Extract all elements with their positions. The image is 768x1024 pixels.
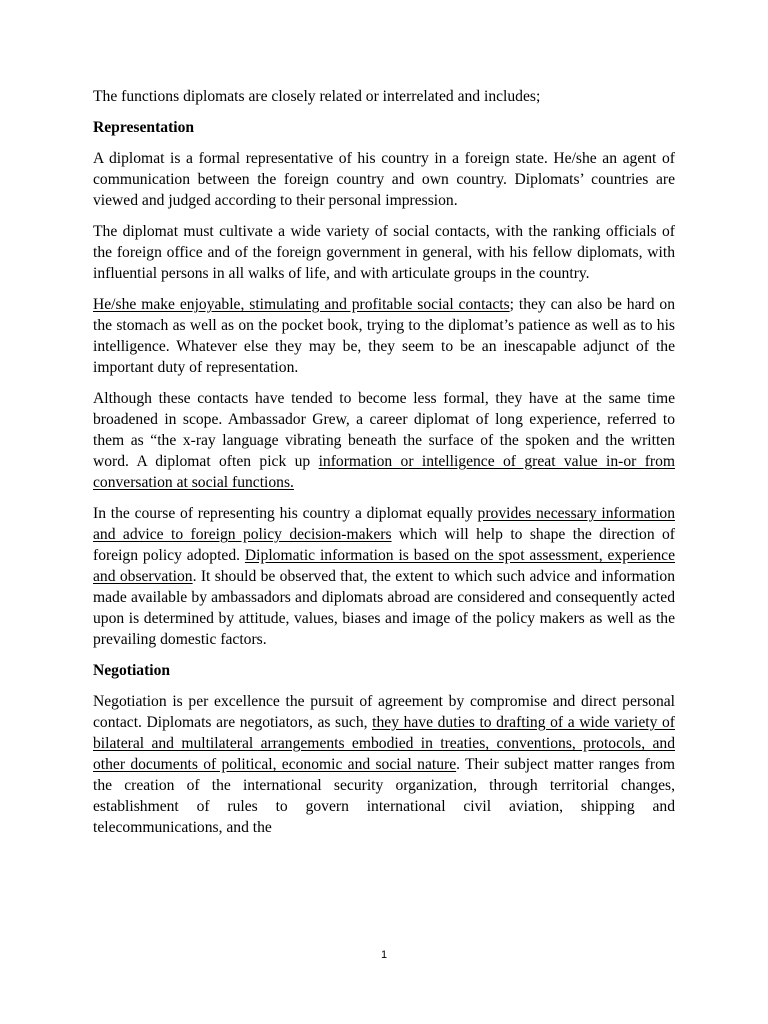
paragraph-text: which will help to shape the direction of foreign policy adopted. [93, 526, 675, 564]
representation-paragraph-5 [93, 503, 675, 650]
underlined-text: information or intelligence of great value in-or from conversation at social functions. [93, 453, 676, 491]
paragraph-text: . It should be observed that, the extent to which such advice and information made available by ambassadors and diplomats abroad are considered and consequently acted upon is determined by attitude, values, biases and image of the policy makers as well as the prevailing domestic factors. [93, 568, 675, 648]
representation-paragraph-1: A diplomat is a formal representative of his country in a foreign state. He/she an agent of communication between the foreign country and own country. Diplomats’ countries are viewed and judged according to their personal impression. [93, 150, 675, 209]
document-body [93, 86, 675, 848]
heading-negotiation: Negotiation [93, 662, 171, 679]
paragraph-text: . Their subject matter ranges from the creation of the international security organization, through territorial changes, establishment of rules to govern international civil aviation, shipping and telecommunications, and the [93, 756, 675, 836]
intro-paragraph: The functions diplomats are closely related or interrelated and includes; [93, 88, 541, 105]
representation-paragraph-3 [93, 294, 675, 378]
underlined-text: they have duties to drafting of a wide variety of bilateral and multilateral arrangements embodied in treaties, conventions, protocols, and other documents of political, economic and social nature [93, 714, 675, 773]
paragraph-text: ; they can also be hard on the stomach as well as on the pocket book, trying to the diplomat’s patience as well as to his intelligence. Whatever else they may be, they seem to be an inescapable adjunct of the important duty of representation. [93, 296, 675, 376]
paragraph-text: Although these contacts have tended to become less formal, they have at the same time broadened in scope. Ambassador Grew, a career diplomat of long experience, referred to them as “the x-ray language vibrating beneath the surface of the spoken and the written word. A diplomat often pick up [93, 390, 675, 470]
underlined-text: He/she make enjoyable, stimulating and profitable social contacts [93, 296, 510, 313]
negotiation-paragraph-1 [93, 691, 675, 838]
paragraph-text: In the course of representing his country a diplomat equally [93, 505, 478, 522]
underlined-text: provides necessary information and advice to foreign policy decision-makers [93, 505, 675, 543]
representation-paragraph-4 [93, 388, 675, 493]
representation-paragraph-2: The diplomat must cultivate a wide variety of social contacts, with the ranking officials of the foreign office and of the foreign government in general, with his fellow diplomats, with influential persons in all walks of life, and with articulate groups in the country. [93, 223, 675, 282]
heading-representation: Representation [93, 119, 195, 136]
underlined-text: Diplomatic information is based on the spot assessment, experience and observation [93, 547, 676, 585]
page-number: 1 [380, 949, 388, 961]
paragraph-text: Negotiation is per excellence the pursuit of agreement by compromise and direct personal contact. Diplomats are negotiators, as such, [93, 693, 675, 731]
